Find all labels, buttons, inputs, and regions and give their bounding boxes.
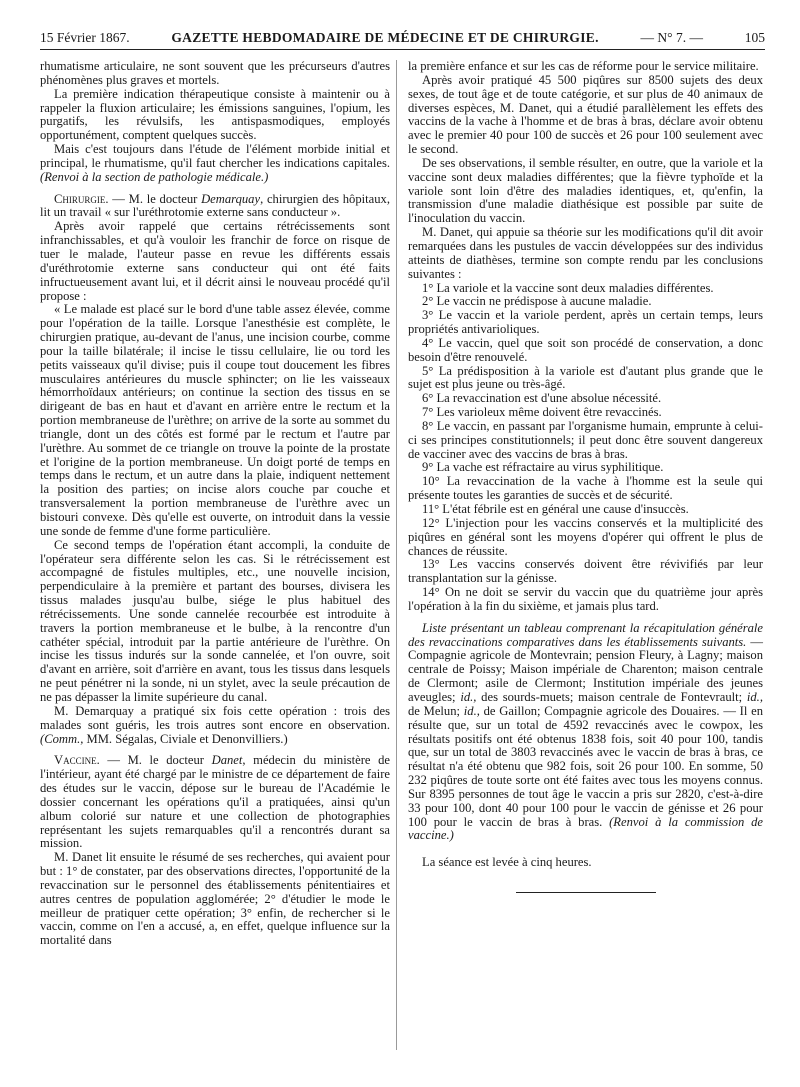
closing-line: La séance est levée à cinq heures. xyxy=(422,855,592,870)
quoted-procedure: « Le malade est placé sur le bord d'une table assez élevée, comme pour l'opération de la taille. Lorsque l'anesthésie est complète, le chirurgien pratique, au-devant de l'anus, une incision courbe, comme pour la taille bilatérale; il incise le tissu cellulaire, lie ou tord les petits vaisseaux qu'il divise; puis il coupe tout doucement les fibres musculaires antérieures du muscle sphincter; on lie les vaisseaux hémorrhoïdaux antérieurs; on continue la section des tissus en se dirigeant de bas en haut et d'avant en arrière entre le rectum et la portion membraneuse de l'urèthre; on arrive de la sorte au sommet du triangle, dont un des côtés est formé par le rectum et l'autre par l'urèthre. Au sommet de ce triangle on trouve la pointe de la prostate et l'origine de la portion membraneuse. Un doigt porté de temps en temps dans le rectum, et un autre dans la plaie, indiquent nettement la position des parties; on incise alors couche par couche et transversalement la portion membraneuse de l'urèthre avec un bistouri convexe. Dès qu'elle est ouverte, on introduit dans la vessie une sonde de femme d'une forme particulière. xyxy=(40,302,390,538)
page-number: 105 xyxy=(744,30,765,45)
ibid-abbrev: id., xyxy=(460,689,477,704)
paragraph-text: , chirurgien des hôpitaux, lit un travail « sur l'uréthrotomie externe sans conducteur ». xyxy=(40,191,390,220)
paragraph-text: M. Demarquay a pratiqué six fois cette opération : trois des malades sont guéris, les trois autres sont encore en observation. xyxy=(40,703,390,732)
paragraph-text: de Melun; xyxy=(408,703,464,718)
paragraph-text: de Gaillon; Compagnie agricole des Douaires. — Il en résulte que, sur un total de 4592 revaccinés avec le cowpox, les résultats positifs ont été obtenus 1838 fois, soit 40 pour 100, tandis que, sur un total de 3803 revaccinés avec le vaccin de bras à bras, ce résultat n'a été obtenu que 982 fois, soit 26 pour 100. En somme, 50 232 piqûres de toute sorte ont été faites avec tous les moyens connus. Sur 8395 personnes de tout âge le vaccin a pris sur 2820, c'est-à-dire 33 pour 100, dont 40 pour 100 pour le vaccin de génisse et 26 pour 100 pour le vaccin de bras à bras. xyxy=(408,703,763,829)
conclusion-item: 11° L'état fébrile est en général une cause d'insuccès. xyxy=(422,502,689,516)
section-label: Chirurgie. xyxy=(54,191,109,206)
section-label: Vaccine. xyxy=(54,753,100,768)
referral-note: (Renvoi à la section de pathologie médicale.) xyxy=(40,169,269,184)
conclusion-item: 4° Le vaccin, quel que soit son procédé de conservation, a donc besoin d'être renouvelé. xyxy=(408,335,763,364)
left-column xyxy=(40,60,390,948)
author-name: Danet xyxy=(211,753,243,768)
ibid-abbrev: id., xyxy=(463,703,480,718)
conclusion-item: 2° Le vaccin ne prédispose à aucune maladie. xyxy=(422,294,652,309)
paragraph-text: — Compagnie agricole de Montevrain; pension Fleury, à Lagny; maison centrale de Poissy; Maison impériale de Charenton; maison centrale de Clermont; asile de Clermont; Institution impériale des jeunes aveugles; xyxy=(408,634,763,704)
issue-number: — N° 7. — xyxy=(640,30,703,45)
end-rule xyxy=(516,892,656,893)
paragraph: De ses observations, il semble résulter, en outre, que la variole et la vaccine sont deux maladies différentes; que la fièvre typhoïde et la variole sont loin d'être des maladies identiques, et, qu'enfin, la transmission d'une maladie diathésique est possible par suite de l'inoculation du vaccin. xyxy=(408,155,763,226)
section-vaccine xyxy=(40,754,390,851)
conclusion-item: 7° Les varioleux même doivent être revaccinés. xyxy=(422,405,662,420)
conclusion-item: 10° La revaccination de la vache à l'homme est la seule qui présente toutes les garanties de succès et de sécurité. xyxy=(408,474,763,503)
paragraph: M. Danet, qui appuie sa théorie sur les modifications qu'il dit avoir remarquées dans les pustules de vaccin développées sur des individus atteints de diathèses, termine son compte rendu par les conclusions suivantes : xyxy=(408,225,763,281)
header-date: 15 Février 1867. xyxy=(40,30,130,45)
paragraph-text: , médecin du ministère de l'intérieur, ayant été chargé par le ministre de ce département de faire des études sur le vaccin, dépose sur le bureau de l'Académie le dossier concernant les opérations qu'il a pratiquées, ainsi qu'un album colorié sur nature et une collection de photographies représentant les sujets remarquables qu'il a rencontrés durant sa mission. xyxy=(40,753,390,851)
author-name: Demarquay xyxy=(201,191,261,206)
conclusion-item: 5° La prédisposition à la variole est d'autant plus grande que le sujet est plus jeune ou très-âgé. xyxy=(408,363,763,392)
paragraph-text: MM. Ségalas, Civiale et Denonvilliers.) xyxy=(83,731,288,746)
paragraph-text: Mais c'est toujours dans l'étude de l'élément morbide initial et principal, le rhumatisme, qu'il faut chercher les indications capitales. xyxy=(40,142,390,170)
paragraph: Ce second temps de l'opération étant accompli, la conduite de l'opérateur sera différente selon les cas. Si le rétrécissement est accompagné de fistules multiples, etc., une nouvelle incision, perpendiculaire à la première et partant des bourses, divisera les tissus malades jusqu'au bulbe, siége le plus habituel des rétrécissements. Une sonde cannelée recourbée est introduite à travers la portion membraneuse et le bulbe, à la rencontre d'un cathéter spécial, introduit par la partie antérieure de l'urèthre. On incise les tissus indurés sur la sonde cannelée, et l'on ouvre, soit d'avant en arrière, soit d'arrière en avant, tous les tissus dans lesquels ne peut pénétrer ni la sonde, ni un stylet, avec la seule précaution de ne pas dépasser la limite supérieure du canal. xyxy=(40,537,390,704)
conclusion-item: 13° Les vaccins conservés doivent être révivifiés par leur transplantation sur la génisse. xyxy=(408,557,763,586)
paragraph: Après avoir pratiqué 45 500 piqûres sur 8500 sujets des deux sexes, de tout âge et de toute catégorie, et sur plus de 40 animaux de diverses espèces, M. Danet, qui a étudié parallèlement les effets des vaccins de la vache à l'homme et de bras à bras, déclare avoir obtenu avec le premier 40 pour 100 de succès et 26 pour 100 seulement avec le second. xyxy=(408,72,763,157)
paragraph xyxy=(40,143,390,185)
paragraph: rhumatisme articulaire, ne sont souvent que les précurseurs d'autres phénomènes plus graves et mortels. xyxy=(40,59,390,87)
running-header xyxy=(40,28,765,50)
conclusion-item: 8° Le vaccin, en passant par l'organisme humain, emprunte à celui-ci ses principes constitutionnels; il peut donc être souvent dangereux de vacciner avec des vaccins de bras à bras. xyxy=(408,418,763,461)
commission-note: (Comm., xyxy=(40,731,84,746)
referral-note: (Renvoi à la commission de vaccine.) xyxy=(408,814,764,843)
conclusion-item: 3° Le vaccin et la variole perdent, après un certain temps, leurs propriétés antivarioliques. xyxy=(408,308,763,337)
paragraph: M. Danet lit ensuite le résumé de ses recherches, qui avaient pour but : 1° de constater, par des observations directes, l'opportunité de la revaccination sur le personnel des établissements pénitentiaires et autres centres de population agglomérée; 2° d'étudier le mode le meilleur de pratiquer cette opération; 3° enfin, de rechercher si le vaccin, comme on l'en a accusé, a, en effet, quelque influence sur la mortalité dans xyxy=(40,850,390,948)
conclusion-item: 12° L'injection pour les vaccins conservés et la multiplicité des piqûres en général sont les moyens d'opérer qui offrent le plus de chances de réussite. xyxy=(408,515,763,558)
paragraph xyxy=(40,705,390,747)
paragraph: la première enfance et sur les cas de réforme pour le service militaire. xyxy=(408,59,759,73)
column-divider xyxy=(396,60,397,1050)
section-chirurgie xyxy=(40,193,390,221)
paragraph: La première indication thérapeutique consiste à maintenir ou à rappeler la fluxion articulaire; les émissions sanguines, l'opium, les purgatifs, les révulsifs, les antispasmodiques, employés opportunément, comptent quelques succès. xyxy=(40,86,390,143)
journal-title: GAZETTE HEBDOMADAIRE DE MÉDECINE ET DE CHIRURGIE. xyxy=(171,30,599,45)
conclusion-item: 9° La vache est réfractaire au virus syphilitique. xyxy=(422,460,664,475)
conclusion-item: 6° La revaccination est d'une absolue nécessité. xyxy=(422,391,662,406)
recap-list xyxy=(408,622,763,844)
conclusion-item: 14° On ne doit se servir du vaccin que du quatrième jour après l'opération à la fin du sixième, et jamais plus tard. xyxy=(408,585,763,613)
conclusion-item: 1° La variole et la vaccine sont deux maladies différentes. xyxy=(422,280,714,295)
paragraph-text: des sourds-muets; maison centrale de Fontevrault; xyxy=(476,689,747,704)
ibid-abbrev: id., xyxy=(746,689,763,704)
paragraph: Après avoir rappelé que certains rétrécissements sont infranchissables, et qu'à vouloir les franchir de force on risque de tuer le malade, l'auteur passe en revue les différents essais d'uréthrotomie externe sans conducteur qui ont été faits infructueusement avant lui, et il décrit ainsi le nouveau procédé qu'il propose : xyxy=(40,219,390,303)
paragraph-text: — M. le docteur xyxy=(99,753,212,768)
paragraph-text: — M. le docteur xyxy=(108,191,202,206)
list-heading: Liste présentant un tableau comprenant la récapitulation générale des revaccinations comparatives dans les établissements suivants. xyxy=(408,620,763,649)
right-column xyxy=(408,60,763,893)
